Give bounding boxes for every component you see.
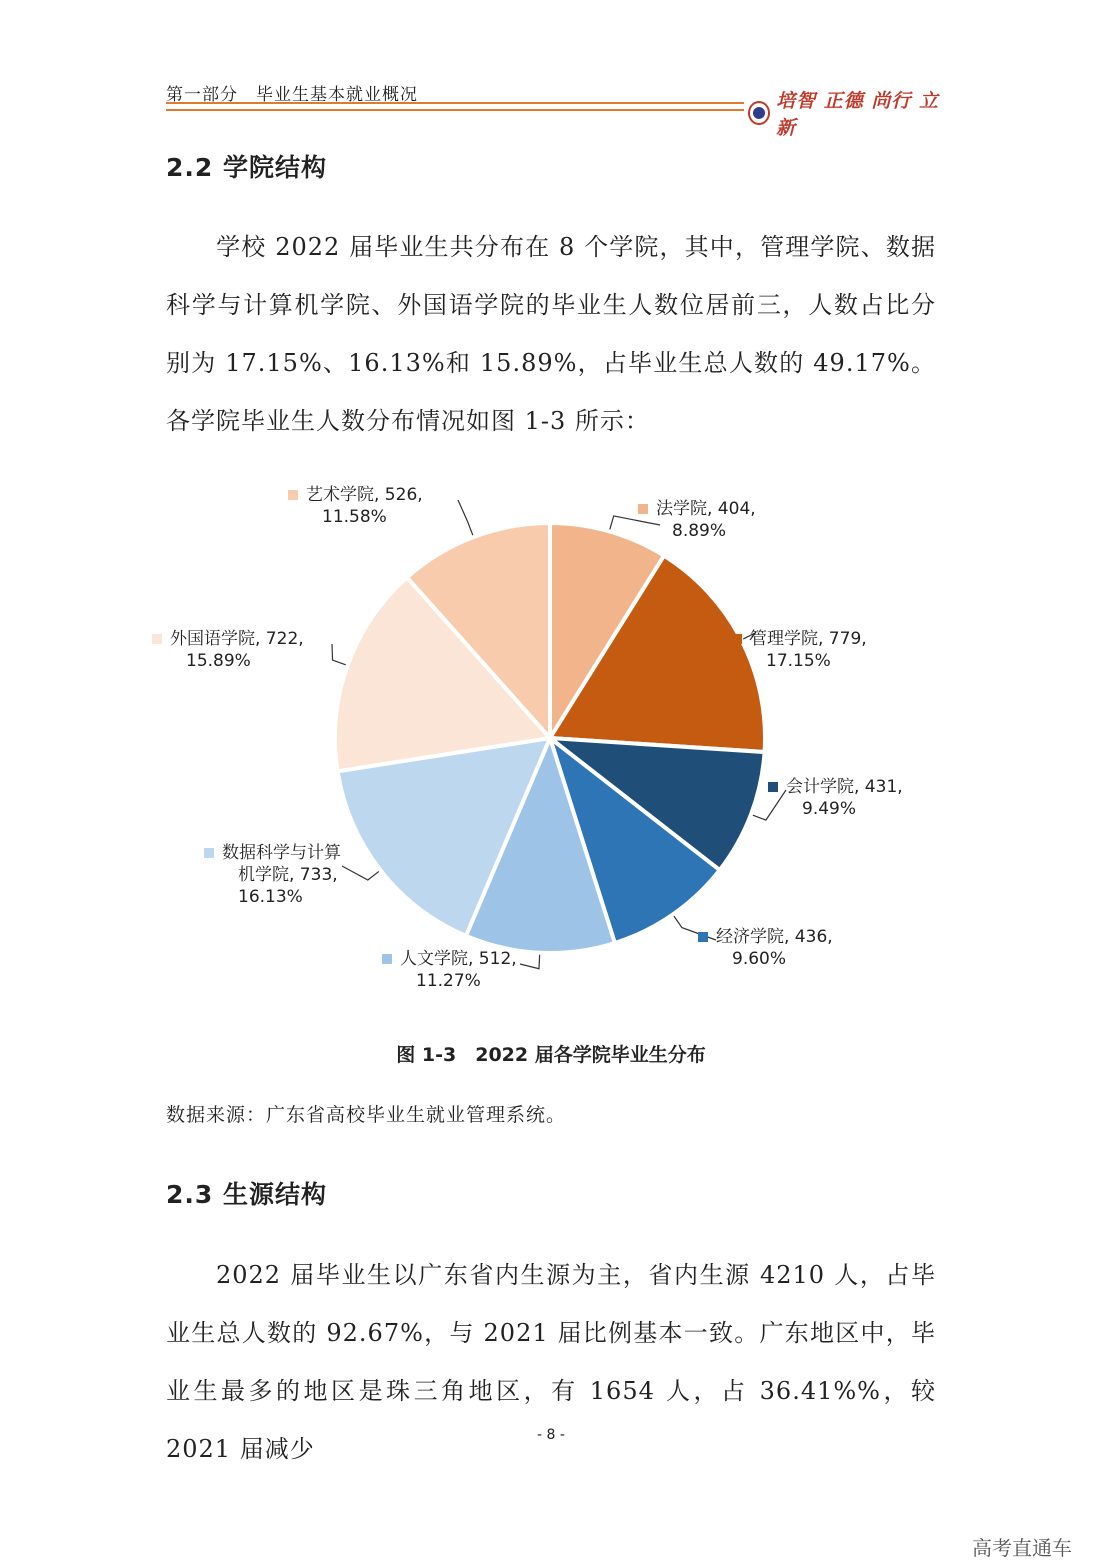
data-label: 11.27% bbox=[416, 971, 481, 991]
data-label: 11.58% bbox=[322, 507, 387, 527]
school-logo bbox=[748, 86, 942, 140]
page-header bbox=[166, 80, 942, 139]
label-swatch bbox=[638, 504, 648, 514]
label-swatch bbox=[288, 490, 298, 500]
data-label: 8.89% bbox=[672, 521, 727, 541]
label-swatch bbox=[382, 954, 392, 964]
leader-line bbox=[458, 500, 473, 535]
leader-line bbox=[342, 866, 379, 880]
label-swatch bbox=[204, 848, 214, 858]
header-rule bbox=[166, 102, 744, 111]
section-2-2-text: 学校 2022 届毕业生共分布在 8 个学院，其中，管理学院、数据科学与计算机学院、外国语学院的毕业生人数位居前三，人数占比分别为 17.15%、16.13%和 15.89%，占毕业生总人数的 49.17%。各学院毕业生人数分布情况如图 1-3 所示： bbox=[166, 233, 936, 435]
leader-line bbox=[520, 955, 540, 969]
leader-line bbox=[332, 644, 346, 665]
label-swatch bbox=[732, 634, 742, 644]
label-swatch bbox=[768, 782, 778, 792]
data-label: 法学院, 404, bbox=[656, 499, 756, 519]
data-label: 人文学院, 512, bbox=[400, 949, 517, 969]
leader-line bbox=[674, 916, 716, 940]
data-label: 9.49% bbox=[802, 799, 857, 819]
data-label: 外国语学院, 722, bbox=[170, 629, 304, 649]
section-2-3-paragraph bbox=[166, 1246, 936, 1478]
page-number: - 8 - bbox=[537, 1427, 565, 1443]
college-distribution-pie-chart bbox=[150, 470, 950, 1010]
data-label: 会计学院, 431, bbox=[786, 777, 903, 797]
header-title: 第一部分 毕业生基本就业概况 bbox=[166, 85, 418, 105]
data-label: 机学院, 733, bbox=[238, 865, 338, 885]
section-2-3-text: 2022 届毕业生以广东省内生源为主，省内生源 4210 人，占毕业生总人数的 92.67%，与 2021 届比例基本一致。广东地区中，毕业生最多的地区是珠三角地区，有 1654 人，占 36.41%%，较 2021 届减少 bbox=[166, 1261, 936, 1463]
data-label: 17.15% bbox=[766, 651, 831, 671]
logo-motto: 培智 正德 尚行 立新 bbox=[776, 90, 939, 139]
label-swatch bbox=[152, 634, 162, 644]
data-source-note: 数据来源：广东省高校毕业生就业管理系统。 bbox=[166, 1104, 567, 1126]
section-2-2-paragraph bbox=[166, 218, 936, 450]
data-label: 数据科学与计算 bbox=[222, 843, 341, 863]
data-label: 16.13% bbox=[238, 887, 303, 907]
data-label: 经济学院, 436, bbox=[716, 927, 833, 947]
data-label: 管理学院, 779, bbox=[750, 629, 867, 649]
school-emblem-icon bbox=[748, 101, 770, 125]
figure-caption: 图 1-3 2022 届各学院毕业生分布 bbox=[396, 1044, 706, 1066]
data-label: 艺术学院, 526, bbox=[306, 485, 423, 505]
watermark: 高考直通车 bbox=[972, 1536, 1072, 1560]
data-label: 15.89% bbox=[186, 651, 251, 671]
leader-line bbox=[610, 516, 660, 529]
data-label: 9.60% bbox=[732, 949, 787, 969]
section-heading-2-3: 2.3 生源结构 bbox=[166, 1180, 327, 1209]
section-heading-2-2: 2.2 学院结构 bbox=[166, 153, 327, 182]
label-swatch bbox=[698, 932, 708, 942]
